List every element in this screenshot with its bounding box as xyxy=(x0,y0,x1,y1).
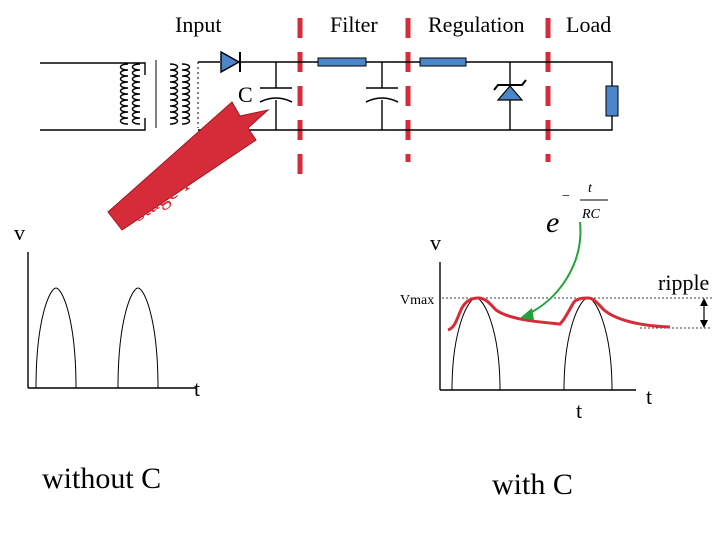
ripple-label: ripple xyxy=(658,270,710,295)
ripple-arrow-up-icon xyxy=(700,298,708,306)
section-input-label: Input xyxy=(175,12,222,37)
formula-numerator: t xyxy=(588,181,592,196)
primary-coil xyxy=(121,64,129,124)
left-plot-x-label: t xyxy=(194,376,201,401)
secondary-coil-inner xyxy=(182,64,190,124)
right-plot-y-label: v xyxy=(430,230,441,255)
primary-coil-inner xyxy=(133,64,141,124)
right-plot-caption: with C xyxy=(492,468,573,501)
decay-formula xyxy=(546,181,608,239)
ripple-arrow-down-icon xyxy=(700,320,708,328)
diode-triangle-icon xyxy=(221,52,239,72)
primary-top-wire xyxy=(40,63,145,75)
transformer xyxy=(40,60,198,130)
primary-bottom-wire xyxy=(40,118,145,130)
formula-denominator: RC xyxy=(582,207,600,222)
filtered-output-wave xyxy=(448,298,670,330)
right-plot xyxy=(400,222,712,501)
stage-label: stage I xyxy=(127,170,195,228)
left-plot xyxy=(14,220,200,495)
section-regulation-label: Regulation xyxy=(428,12,525,37)
left-plot-caption: without C xyxy=(42,462,162,495)
left-half-wave-1 xyxy=(36,288,76,388)
filter-resistor xyxy=(318,58,366,66)
left-plot-y-label: v xyxy=(14,220,25,245)
secondary-coil xyxy=(170,64,178,124)
left-half-wave-2 xyxy=(118,288,158,388)
load-resistor xyxy=(606,86,618,116)
zener-triangle-icon xyxy=(498,86,522,100)
formula-base: e xyxy=(546,206,560,239)
section-load-label: Load xyxy=(566,12,612,37)
rectifier-diode xyxy=(221,52,240,72)
capacitor-label: C xyxy=(238,82,253,107)
vmax-label: Vmax xyxy=(400,293,435,308)
right-plot-x-label: t xyxy=(576,398,583,423)
right-plot-x-label-outer: t xyxy=(646,384,653,409)
filter-capacitor-2 xyxy=(366,88,398,102)
decay-arrow-head-icon xyxy=(520,308,534,320)
filter-capacitor xyxy=(260,88,292,102)
section-filter-label: Filter xyxy=(330,12,378,37)
regulation-resistor xyxy=(420,58,466,66)
formula-minus: − xyxy=(562,189,570,204)
